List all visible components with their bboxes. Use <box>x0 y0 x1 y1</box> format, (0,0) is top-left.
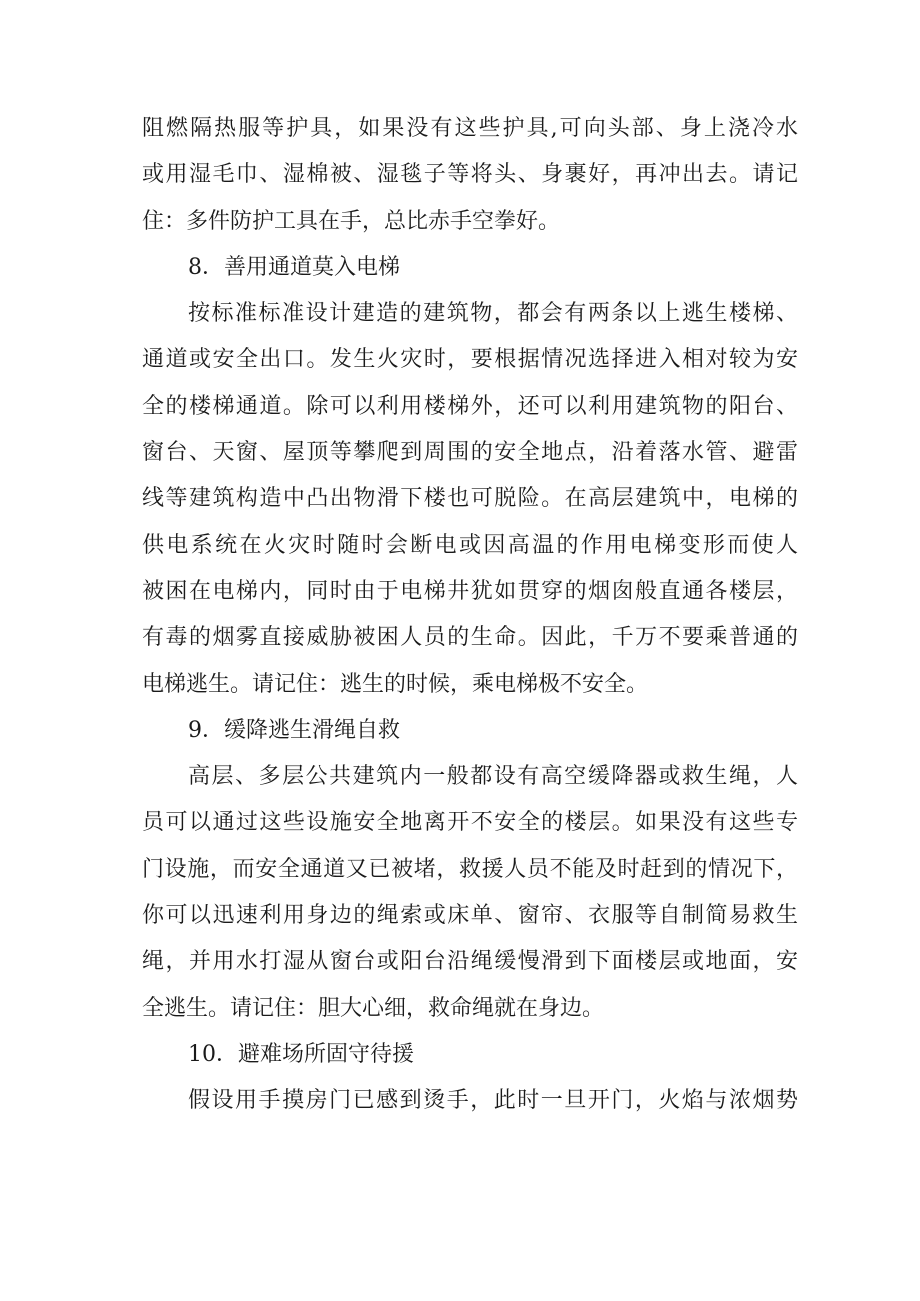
text-line: 住：多件防护工具在手，总比赤手空拳好。 <box>142 208 561 234</box>
paragraph-10 <box>142 1078 798 1124</box>
text-line: 或用湿毛巾、湿棉被、湿毯子等将头、身裹好，再冲出去。请记 <box>142 162 798 188</box>
text-line: 按标准标准设计建造的建筑物，都会有两条以上逃生楼梯、 <box>188 301 798 327</box>
text-line: 你可以迅速利用身边的绳索或床单、窗帘、衣服等自制简易救生 <box>142 903 798 929</box>
text-line: 线等建筑构造中凸出物滑下楼也可脱险。在高层建筑中，电梯的 <box>142 486 798 512</box>
paragraph-7-continued <box>142 106 798 245</box>
text-line: 窗台、天窗、屋顶等攀爬到周围的安全地点，沿着落水管、避雷 <box>142 440 798 466</box>
section-heading-10: 10．避难场所固守待援 <box>188 1041 414 1067</box>
text-line: 通道或安全出口。发生火灾时，要根据情况选择进入相对较为安 <box>142 347 798 373</box>
text-line: 高层、多层公共建筑内一般都设有高空缓降器或救生绳，人 <box>188 764 798 790</box>
text-line: 员可以通过这些设施安全地离开不安全的楼层。如果没有这些专 <box>142 810 798 836</box>
text-line: 有毒的烟雾直接威胁被困人员的生命。因此，千万不要乘普通的 <box>142 625 798 651</box>
text-line: 假设用手摸房门已感到烫手，此时一旦开门，火焰与浓烟势 <box>188 1088 798 1114</box>
paragraph-9 <box>142 754 798 1032</box>
text-line: 被困在电梯内，同时由于电梯井犹如贯穿的烟囱般直通各楼层， <box>142 578 798 604</box>
text-line: 绳，并用水打湿从窗台或阳台沿绳缓慢滑到下面楼层或地面，安 <box>142 949 798 975</box>
section-heading-9: 9．缓降逃生滑绳自救 <box>188 717 400 743</box>
text-line: 供电系统在火灾时随时会断电或因高温的作用电梯变形而使人 <box>142 532 798 558</box>
section-heading-8: 8．善用通道莫入电梯 <box>188 254 400 280</box>
paragraph-8 <box>142 291 798 708</box>
text-line: 阻燃隔热服等护具，如果没有这些护具,可向头部、身上浇冷水 <box>142 116 798 141</box>
text-line: 电梯逃生。请记住：逃生的时候，乘电梯极不安全。 <box>142 671 649 697</box>
document-body <box>142 106 798 1125</box>
text-line: 全的楼梯通道。除可以利用楼梯外，还可以利用建筑物的阳台、 <box>142 393 798 419</box>
text-line: 门设施，而安全通道又已被堵，救援人员不能及时赶到的情况下， <box>142 856 798 882</box>
text-line: 全逃生。请记住：胆大心细，救命绳就在身边。 <box>142 995 605 1021</box>
